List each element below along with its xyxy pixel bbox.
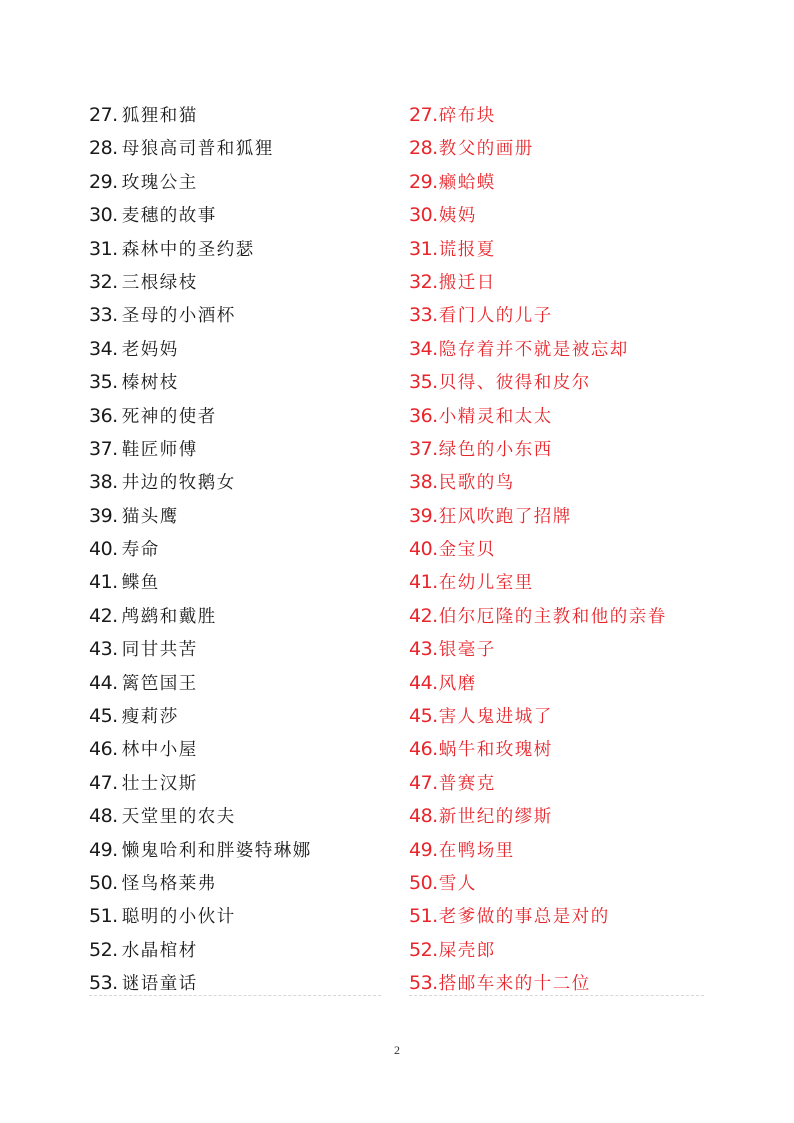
right-list-item <box>409 333 704 366</box>
right-list-item <box>409 400 704 433</box>
right-item-title: 银毫子 <box>438 640 496 661</box>
left-item-title: 森林中的圣约瑟 <box>121 239 255 260</box>
right-item-title: 害人鬼进城了 <box>438 707 553 728</box>
right-item-title: 雪人 <box>438 873 477 894</box>
right-item-number: 28. <box>409 137 438 160</box>
right-list-item <box>409 566 704 599</box>
left-item-number: 29. <box>89 170 118 193</box>
right-list-item <box>409 500 704 533</box>
left-list-item <box>89 400 381 433</box>
left-list-item <box>89 299 381 332</box>
left-item-number: 37. <box>89 437 118 460</box>
right-item-number: 38. <box>409 471 438 494</box>
left-list-item <box>89 934 381 967</box>
right-item-title: 谎报夏 <box>438 239 496 260</box>
right-item-number: 39. <box>409 504 438 527</box>
right-item-number: 53. <box>409 972 438 995</box>
left-item-title: 猫头鹰 <box>121 506 179 527</box>
right-item-number: 52. <box>409 938 438 961</box>
left-item-title: 怪鸟格莱弗 <box>121 873 217 894</box>
left-item-number: 33. <box>89 304 118 327</box>
left-item-number: 38. <box>89 471 118 494</box>
right-item-title: 普赛克 <box>438 773 496 794</box>
left-list-item <box>89 633 381 666</box>
right-item-number: 27. <box>409 104 438 126</box>
left-item-number: 46. <box>89 738 118 761</box>
left-list-item <box>89 800 381 833</box>
left-item-number: 44. <box>89 671 118 694</box>
right-item-number: 44. <box>409 671 438 694</box>
right-item-title: 屎壳郎 <box>438 940 496 961</box>
left-item-title: 老妈妈 <box>121 339 179 360</box>
right-list-item <box>409 900 704 933</box>
left-list-item <box>89 132 381 165</box>
left-item-title: 玫瑰公主 <box>121 172 198 193</box>
left-item-title: 鲽鱼 <box>121 573 160 594</box>
left-item-title: 狐狸和猫 <box>121 106 198 126</box>
left-item-number: 45. <box>89 705 118 728</box>
left-item-number: 42. <box>89 604 118 627</box>
right-item-title: 民歌的鸟 <box>438 473 515 494</box>
right-item-title: 姨妈 <box>438 206 477 227</box>
right-item-number: 42. <box>409 604 438 627</box>
right-list-item <box>409 299 704 332</box>
left-item-number: 34. <box>89 337 118 360</box>
right-item-number: 45. <box>409 705 438 728</box>
left-item-title: 鞋匠师傅 <box>121 439 198 460</box>
right-list-item <box>409 600 704 633</box>
right-item-number: 32. <box>409 270 438 293</box>
right-item-number: 41. <box>409 571 438 594</box>
left-item-title: 天堂里的农夫 <box>121 807 236 828</box>
right-item-title: 风磨 <box>438 673 477 694</box>
left-item-number: 43. <box>89 638 118 661</box>
right-list-item <box>409 266 704 299</box>
right-item-number: 31. <box>409 237 438 260</box>
right-list-item <box>409 466 704 499</box>
right-item-title: 老爹做的事总是对的 <box>438 907 610 928</box>
left-list-item <box>89 433 381 466</box>
right-item-number: 50. <box>409 871 438 894</box>
right-list-item <box>409 767 704 800</box>
left-item-number: 49. <box>89 838 118 861</box>
page-number: 2 <box>394 1043 400 1057</box>
right-list-item <box>409 166 704 199</box>
left-item-number: 39. <box>89 504 118 527</box>
left-list-item <box>89 500 381 533</box>
right-item-number: 46. <box>409 738 438 761</box>
left-item-number: 53. <box>89 972 118 995</box>
left-item-number: 51. <box>89 905 118 928</box>
right-item-title: 伯尔厄隆的主教和他的亲眷 <box>438 606 667 627</box>
right-item-title: 小精灵和太太 <box>438 406 553 427</box>
right-item-number: 51. <box>409 905 438 928</box>
right-item-number: 40. <box>409 538 438 561</box>
left-item-title: 壮士汉斯 <box>121 773 198 794</box>
right-item-number: 47. <box>409 771 438 794</box>
left-title-list <box>89 99 381 1001</box>
left-list-item <box>89 266 381 299</box>
left-item-title: 篱笆国王 <box>121 673 198 694</box>
left-item-title: 榛树枝 <box>121 373 179 394</box>
left-list-item <box>89 566 381 599</box>
left-item-number: 40. <box>89 538 118 561</box>
right-list-item <box>409 366 704 399</box>
right-list-item <box>409 533 704 566</box>
left-item-title: 麦穗的故事 <box>121 206 217 227</box>
right-list-item <box>409 667 704 700</box>
left-list-item <box>89 466 381 499</box>
right-item-number: 48. <box>409 805 438 828</box>
left-list-item <box>89 533 381 566</box>
left-list-item <box>89 366 381 399</box>
left-item-number: 27. <box>89 104 118 126</box>
right-item-title: 教父的画册 <box>438 139 534 160</box>
left-item-number: 28. <box>89 137 118 160</box>
right-list-item <box>409 199 704 232</box>
left-list-item <box>89 867 381 900</box>
right-list-item <box>409 700 704 733</box>
right-item-number: 43. <box>409 638 438 661</box>
right-list-item <box>409 834 704 867</box>
left-item-number: 41. <box>89 571 118 594</box>
right-list-item <box>409 733 704 766</box>
right-item-title: 绿色的小东西 <box>438 439 553 460</box>
left-item-title: 懒鬼哈利和胖婆特琳娜 <box>121 840 312 861</box>
left-item-title: 死神的使者 <box>121 406 217 427</box>
right-item-title: 隐存着并不就是被忘却 <box>438 339 629 360</box>
left-item-title: 水晶棺材 <box>121 940 198 961</box>
left-item-title: 瘦莉莎 <box>121 707 179 728</box>
right-list-item <box>409 934 704 967</box>
right-item-title: 蜗牛和玫瑰树 <box>438 740 553 761</box>
left-item-number: 52. <box>89 938 118 961</box>
right-item-number: 29. <box>409 170 438 193</box>
left-list-item <box>89 199 381 232</box>
right-item-number: 34. <box>409 337 438 360</box>
right-item-number: 37. <box>409 437 438 460</box>
right-list-item <box>409 633 704 666</box>
left-item-title: 谜语童话 <box>121 974 198 995</box>
left-list-item <box>89 700 381 733</box>
left-item-title: 井边的牧鹅女 <box>121 473 236 494</box>
right-item-title: 在幼儿室里 <box>438 573 534 594</box>
right-item-number: 35. <box>409 371 438 394</box>
left-list-item <box>89 233 381 266</box>
right-list-item <box>409 233 704 266</box>
right-item-title: 贝得、彼得和皮尔 <box>438 373 591 394</box>
left-item-number: 32. <box>89 270 118 293</box>
left-list-item <box>89 600 381 633</box>
right-list-item <box>409 867 704 900</box>
left-item-title: 母狼高司普和狐狸 <box>121 139 274 160</box>
left-item-title: 三根绿枝 <box>121 272 198 293</box>
left-item-number: 35. <box>89 371 118 394</box>
left-list-item <box>89 667 381 700</box>
left-item-title: 寿命 <box>121 540 160 561</box>
right-list-item <box>409 800 704 833</box>
left-list-item <box>89 99 381 132</box>
right-item-title: 碎布块 <box>438 106 496 126</box>
right-item-title: 新世纪的缪斯 <box>438 807 553 828</box>
left-item-number: 30. <box>89 204 118 227</box>
left-item-number: 36. <box>89 404 118 427</box>
right-list-item <box>409 99 704 132</box>
left-item-title: 鸬鹚和戴胜 <box>121 606 217 627</box>
right-item-title: 看门人的儿子 <box>438 306 553 327</box>
right-dashed-rule <box>409 995 704 996</box>
left-list-item <box>89 166 381 199</box>
right-item-title: 金宝贝 <box>438 540 496 561</box>
right-item-title: 在鸭场里 <box>438 840 515 861</box>
left-item-title: 聪明的小伙计 <box>121 907 236 928</box>
right-list-item <box>409 433 704 466</box>
left-item-number: 50. <box>89 871 118 894</box>
right-item-title: 搬迁日 <box>438 272 496 293</box>
right-item-number: 33. <box>409 304 438 327</box>
right-list-item <box>409 132 704 165</box>
left-item-title: 林中小屋 <box>121 740 198 761</box>
right-title-list <box>409 99 704 1001</box>
left-dashed-rule <box>89 995 381 996</box>
right-item-title: 癞蛤蟆 <box>438 172 496 193</box>
right-item-title: 狂风吹跑了招牌 <box>438 506 572 527</box>
left-list-item <box>89 733 381 766</box>
right-item-number: 36. <box>409 404 438 427</box>
left-item-title: 圣母的小酒杯 <box>121 306 236 327</box>
left-item-number: 47. <box>89 771 118 794</box>
left-item-number: 48. <box>89 805 118 828</box>
right-item-number: 49. <box>409 838 438 861</box>
left-list-item <box>89 767 381 800</box>
left-item-number: 31. <box>89 237 118 260</box>
left-list-item <box>89 900 381 933</box>
left-list-item <box>89 834 381 867</box>
right-item-number: 30. <box>409 204 438 227</box>
right-item-title: 搭邮车来的十二位 <box>438 974 591 995</box>
left-item-title: 同甘共苦 <box>121 640 198 661</box>
left-list-item <box>89 333 381 366</box>
